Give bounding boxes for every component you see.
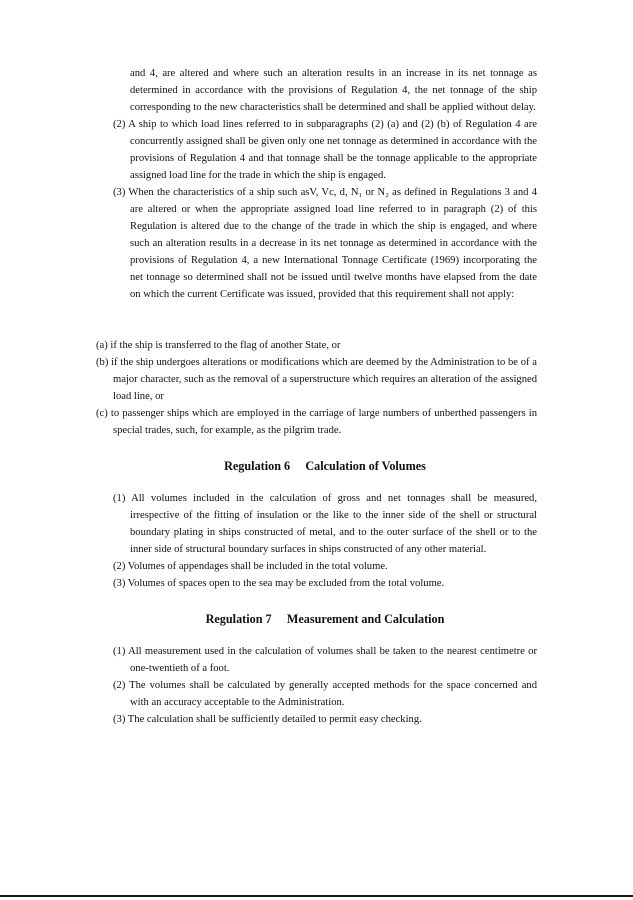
paragraph-continuation: and 4, are altered and where such an alteration results in an increase in its net tonnage as determined in accordance with the provisions of Regulation 4, the net tonnage of the ship corresponding to the new characteristics shall be determined and shall be applied without delay. [130, 68, 537, 113]
regulation-7-body [113, 643, 537, 728]
subitem-b: (b) if the ship undergoes alterations or modifications which are deemed by the Administration to be of a major character, such as the removal of a superstructure which requires an alteration of the assigned load line, or [96, 357, 537, 402]
regulation-5-subitems [96, 337, 537, 439]
subitem-a: (a) if the ship is transferred to the flag of another State, or [96, 340, 341, 351]
regulation-6-body [113, 490, 537, 592]
paragraph-7-1: (1) All measurement used in the calculation of volumes shall be taken to the nearest centimetre or one-twentieth of a foot. [113, 646, 537, 674]
paragraph-6-3: (3) Volumes of spaces open to the sea may be excluded from the total volume. [113, 578, 445, 589]
regulation-5-continuation [113, 65, 537, 303]
regulation-7-heading: Regulation 7 Measurement and Calculation [205, 612, 445, 626]
paragraph-7-3: (3) The calculation shall be sufficiently detailed to permit easy checking. [113, 714, 422, 725]
paragraph-5-3: (3) When the characteristics of a ship such asV, Vc, d, N₁ or N₂ as defined in Regulations 3 and 4 are altered or when the appropriate assigned load line referred to in paragraph (2) of this Regulation is altered due to the change of the trade in which the ship is engaged, and where such an alteration results in a decrease in its net tonnage as determined in accordance with the provisions of Regulation 4, a new International Tonnage Certificate (1969) incorporating the net tonnage so determined shall not be issued until twelve months have elapsed from the date on which the current Certificate was issued, provided that this requirement shall not apply: [113, 187, 537, 300]
paragraph-5-2: (2) A ship to which load lines referred to in subparagraphs (2) (a) and (2) (b) of Regulation 4 are concurrently assigned shall be given only one net tonnage as determined in accordance with the provisions of Regulation 4 and that tonnage shall be the tonnage applicable to the appropriate assigned load line for the trade in which the ship is engaged. [113, 119, 537, 181]
paragraph-6-1: (1) All volumes included in the calculation of gross and net tonnages shall be measured, irrespective of the fitting of insulation or the like to the inner side of the shell or structural boundary plating in ships constructed of metal, and to the outer surface of the shell or to the inner side of structural boundary surfaces in ships constructed of any other material. [113, 493, 537, 555]
paragraph-6-2: (2) Volumes of appendages shall be included in the total volume. [113, 561, 388, 572]
paragraph-7-2: (2) The volumes shall be calculated by generally accepted methods for the space concerned and with an accuracy acceptable to the Administration. [113, 680, 537, 708]
regulation-6-heading: Regulation 6 Calculation of Volumes [224, 459, 426, 473]
subitem-c: (c) to passenger ships which are employed in the carriage of large numbers of unberthed passengers in special trades, such, for example, as the pilgrim trade. [96, 408, 537, 436]
page-bottom-border [0, 895, 633, 897]
